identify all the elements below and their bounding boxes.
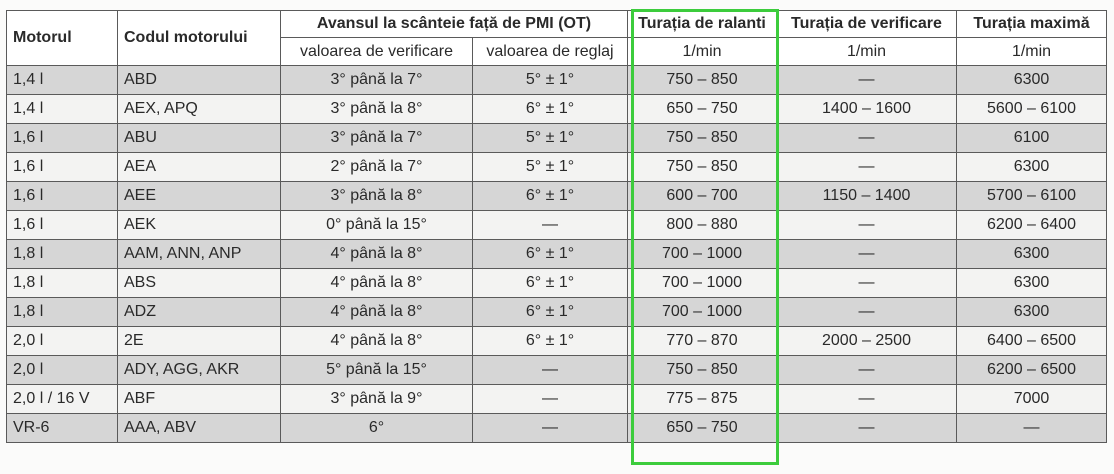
table-row	[7, 66, 1107, 95]
cell-valoarea-verificare: 3° până la 9°	[281, 385, 473, 414]
cell-motorul: 1,4 l	[7, 95, 118, 124]
cell-valoarea-verificare: 0° până la 15°	[281, 211, 473, 240]
cell-valoarea-reglaj: 6° ± 1°	[473, 182, 628, 211]
cell-valoarea-verificare: 3° până la 8°	[281, 95, 473, 124]
cell-motorul: 1,6 l	[7, 124, 118, 153]
cell-valoarea-reglaj: —	[473, 385, 628, 414]
cell-turatia-maxima: 6200 – 6500	[957, 356, 1107, 385]
cell-codul-motorului: AEE	[118, 182, 281, 211]
cell-motorul: 1,4 l	[7, 66, 118, 95]
cell-codul-motorului: AEX, APQ	[118, 95, 281, 124]
cell-motorul: VR-6	[7, 414, 118, 443]
header-codul-motorului: Codul motorului	[118, 11, 281, 66]
cell-motorul: 1,6 l	[7, 153, 118, 182]
cell-turatia-ralanti: 650 – 750	[628, 414, 777, 443]
cell-turatia-maxima: 6300	[957, 298, 1107, 327]
cell-turatia-ralanti: 750 – 850	[628, 124, 777, 153]
cell-turatia-verificare: —	[777, 66, 957, 95]
cell-motorul: 1,8 l	[7, 269, 118, 298]
cell-motorul: 1,8 l	[7, 298, 118, 327]
cell-turatia-ralanti: 800 – 880	[628, 211, 777, 240]
cell-codul-motorului: ABU	[118, 124, 281, 153]
cell-turatia-ralanti: 770 – 870	[628, 327, 777, 356]
cell-motorul: 2,0 l	[7, 356, 118, 385]
table-header-row	[7, 11, 1107, 38]
cell-valoarea-verificare: 2° până la 7°	[281, 153, 473, 182]
cell-turatia-ralanti: 750 – 850	[628, 66, 777, 95]
cell-valoarea-verificare: 3° până la 7°	[281, 66, 473, 95]
cell-turatia-maxima: 6300	[957, 66, 1107, 95]
subheader-ralanti-unit: 1/min	[628, 38, 777, 66]
table-row	[7, 298, 1107, 327]
table-row	[7, 356, 1107, 385]
header-motorul: Motorul	[7, 11, 118, 66]
cell-turatia-verificare: —	[777, 240, 957, 269]
cell-turatia-maxima: —	[957, 414, 1107, 443]
cell-turatia-verificare: 2000 – 2500	[777, 327, 957, 356]
table-row	[7, 124, 1107, 153]
cell-codul-motorului: AAA, ABV	[118, 414, 281, 443]
cell-valoarea-reglaj: 6° ± 1°	[473, 298, 628, 327]
cell-codul-motorului: ABF	[118, 385, 281, 414]
subheader-verificare-unit: 1/min	[777, 38, 957, 66]
cell-codul-motorului: ADZ	[118, 298, 281, 327]
cell-turatia-maxima: 5600 – 6100	[957, 95, 1107, 124]
cell-valoarea-verificare: 4° până la 8°	[281, 298, 473, 327]
cell-turatia-maxima: 6300	[957, 240, 1107, 269]
cell-valoarea-reglaj: 5° ± 1°	[473, 153, 628, 182]
subheader-valoarea-verificare: valoarea de verificare	[281, 38, 473, 66]
cell-valoarea-verificare: 4° până la 8°	[281, 269, 473, 298]
cell-valoarea-verificare: 4° până la 8°	[281, 327, 473, 356]
table-row	[7, 95, 1107, 124]
cell-turatia-verificare: —	[777, 124, 957, 153]
cell-valoarea-reglaj: —	[473, 211, 628, 240]
cell-turatia-maxima: 6100	[957, 124, 1107, 153]
cell-turatia-ralanti: 775 – 875	[628, 385, 777, 414]
table-row	[7, 211, 1107, 240]
cell-codul-motorului: ABD	[118, 66, 281, 95]
cell-motorul: 1,6 l	[7, 182, 118, 211]
engine-spec-table	[6, 10, 1107, 443]
cell-valoarea-reglaj: —	[473, 356, 628, 385]
table-row	[7, 327, 1107, 356]
header-turatia-ralanti: Turația de ralanti	[628, 11, 777, 38]
cell-turatia-ralanti: 700 – 1000	[628, 240, 777, 269]
cell-motorul: 2,0 l / 16 V	[7, 385, 118, 414]
cell-turatia-maxima: 5700 – 6100	[957, 182, 1107, 211]
header-turatia-verificare: Turația de verificare	[777, 11, 957, 38]
table-row	[7, 182, 1107, 211]
cell-turatia-verificare: —	[777, 298, 957, 327]
cell-turatia-maxima: 7000	[957, 385, 1107, 414]
cell-turatia-verificare: —	[777, 269, 957, 298]
cell-valoarea-reglaj: 6° ± 1°	[473, 95, 628, 124]
cell-turatia-verificare: —	[777, 414, 957, 443]
cell-valoarea-verificare: 3° până la 7°	[281, 124, 473, 153]
cell-turatia-verificare: 1400 – 1600	[777, 95, 957, 124]
cell-codul-motorului: AEA	[118, 153, 281, 182]
cell-turatia-ralanti: 700 – 1000	[628, 269, 777, 298]
cell-codul-motorului: AAM, ANN, ANP	[118, 240, 281, 269]
cell-valoarea-reglaj: 6° ± 1°	[473, 269, 628, 298]
table-row	[7, 153, 1107, 182]
cell-turatia-verificare: —	[777, 385, 957, 414]
cell-valoarea-reglaj: —	[473, 414, 628, 443]
cell-turatia-maxima: 6200 – 6400	[957, 211, 1107, 240]
cell-valoarea-reglaj: 6° ± 1°	[473, 240, 628, 269]
cell-valoarea-reglaj: 5° ± 1°	[473, 66, 628, 95]
cell-codul-motorului: ADY, AGG, AKR	[118, 356, 281, 385]
cell-valoarea-verificare: 6°	[281, 414, 473, 443]
subheader-maxima-unit: 1/min	[957, 38, 1107, 66]
cell-turatia-maxima: 6300	[957, 153, 1107, 182]
cell-motorul: 1,8 l	[7, 240, 118, 269]
cell-turatia-verificare: —	[777, 356, 957, 385]
cell-codul-motorului: ABS	[118, 269, 281, 298]
header-avans-scanteie: Avansul la scânteie față de PMI (OT)	[281, 11, 628, 38]
cell-turatia-verificare: 1150 – 1400	[777, 182, 957, 211]
cell-valoarea-verificare: 3° până la 8°	[281, 182, 473, 211]
cell-turatia-maxima: 6300	[957, 269, 1107, 298]
cell-turatia-ralanti: 600 – 700	[628, 182, 777, 211]
cell-codul-motorului: 2E	[118, 327, 281, 356]
cell-turatia-maxima: 6400 – 6500	[957, 327, 1107, 356]
cell-turatia-ralanti: 700 – 1000	[628, 298, 777, 327]
table-row	[7, 269, 1107, 298]
cell-valoarea-reglaj: 5° ± 1°	[473, 124, 628, 153]
cell-turatia-ralanti: 750 – 850	[628, 356, 777, 385]
cell-valoarea-reglaj: 6° ± 1°	[473, 327, 628, 356]
cell-turatia-ralanti: 650 – 750	[628, 95, 777, 124]
table-row	[7, 414, 1107, 443]
table-row	[7, 240, 1107, 269]
header-turatia-maxima: Turația maximă	[957, 11, 1107, 38]
cell-turatia-verificare: —	[777, 211, 957, 240]
cell-valoarea-verificare: 5° până la 15°	[281, 356, 473, 385]
subheader-valoarea-reglaj: valoarea de reglaj	[473, 38, 628, 66]
cell-turatia-verificare: —	[777, 153, 957, 182]
cell-motorul: 1,6 l	[7, 211, 118, 240]
cell-turatia-ralanti: 750 – 850	[628, 153, 777, 182]
table-row	[7, 385, 1107, 414]
table-body	[7, 66, 1107, 443]
cell-codul-motorului: AEK	[118, 211, 281, 240]
cell-motorul: 2,0 l	[7, 327, 118, 356]
cell-valoarea-verificare: 4° până la 8°	[281, 240, 473, 269]
